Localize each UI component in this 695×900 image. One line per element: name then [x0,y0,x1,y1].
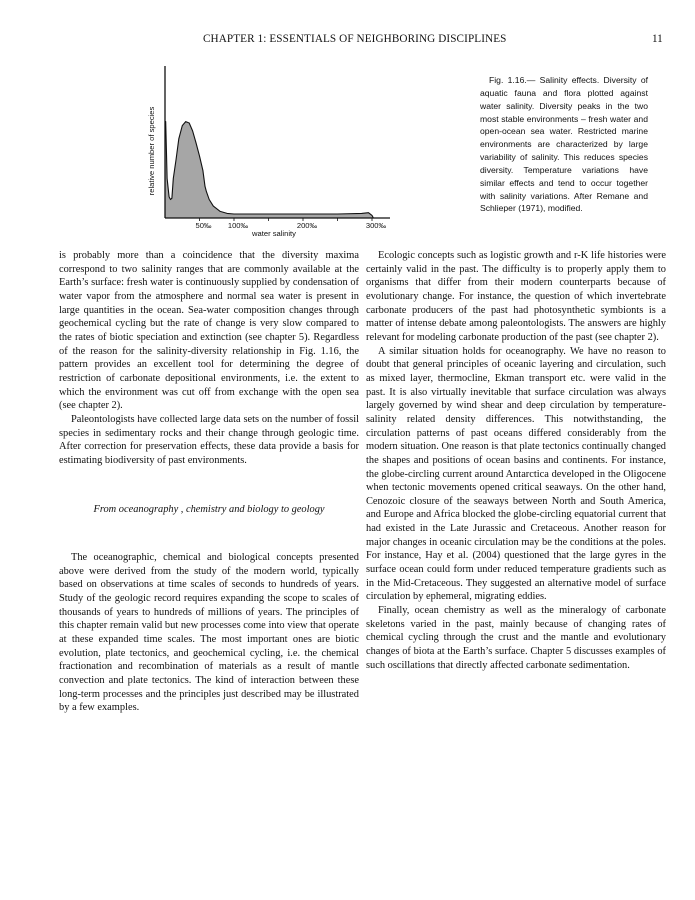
figure-caption-text: Fig. 1.16.— Salinity effects. Diversity of aquatic fauna and flora plotted against water salinity. Diversity peaks in the two most stable environments – fresh water and open-ocean sea water. Restricted marine environments are characterized by large variability of salinity. This reduces species diversity. Temperature variations have similar effects and tend to occur together with salinity variations. After Remane and Schlieper (1971), modified. [480,75,648,214]
x-tick-label: 200‰ [296,221,318,230]
paragraph: Ecologic concepts such as logistic growth and r-K life histories were certainly valid in the past. The difficulty is to properly apply them to organisms that differ from their modern counterparts because of evolutionary change. For instance, the question of which invertebrate carbonate producers of the past had photosynthetic symbionts is a matter of intense debate among paleontologists. The answers are highly relevant for modeling carbonate production of the past (see chapter 2). [366,250,666,343]
figure-caption [480,74,648,215]
paragraph: is probably more than a coincidence that the diversity maxima correspond to two salinity ranges that are commonly available at the Earth’s surface: fresh water is continuously supplied by condensation of water vapor from the atmosphere and normal sea water is present in large quantities in the ocean. Sea-water composition changes through geochemical cycling but the rate of change is very slow compared to the rates of biotic speciation and extinction (see chapter 5). Regardless of the reason for the salinity-diversity relationship in Fig. 1.16, the pattern provides an excellent tool for determining the degree of restriction of carbonate depositional environments, i.e. the extent to which the environment was cut off from exchange with the open sea (see chapter 2). [59,250,359,412]
salinity-diversity-chart [140,66,400,242]
x-tick-label: 300‰ [365,221,387,230]
left-column [59,249,359,715]
paragraph: The oceanographic, chemical and biological concepts presented above were derived from the study of the modern world, typically based on observations at time scales of seconds to hundreds of years. Study of the geologic record requires expanding the scope to scales of thousands of years to hundreds of millions of years. The principles of this chapter remain valid but new processes come into view that operate at these expanded time scales. The most important ones are biotic evolution, plate tectonics, and geochemical cycling, i.e. the chemical fractionation and recombination of materials as a result of mantle convection and plate tectonics. The kind of interaction between these long-term processes and the principles just described may be illustrated by a few examples. [59,552,359,714]
x-axis-label: water salinity [252,229,296,238]
running-head [0,33,695,49]
x-tick-label: 50‰ [195,221,212,230]
x-tick-label: 100‰ [227,221,249,230]
right-column [366,249,666,672]
paragraph: A similar situation holds for oceanography. We have no reason to doubt that general principles of oceanic layering and circulation, such as mixed layer, thermocline, Ekman transport etc. were valid in the past. It is also virtually inevitable that surface circulation was always largely governed by wind shear and deep circulation by temperature-salinity related density differences. This notwithstanding, the circulation patterns of past oceans differed considerably from the modern situation. One reason is that plate tectonics continually changed the shapes and positions of ocean basins and continents. For instance, the globe-circling current around Antarctica developed in the Oligocene when tectonic movements opened critical seaways. On the other hand, Cenozoic closure of the seaways between North and South America, and Europe and Africa blocked the globe-circling equatorial current that had existed in the Late Jurassic and Cretaceous. Another reason for major changes in oceanic circulation may be the conditions at the poles. For instance, Hay et al. (2004) questioned that the large gyres in the surface ocean could form under reduced temperature gradients such as in the Mid-Cretaceous. They suggested an alternative model of surface circulation by ephemeral, migrating eddies. [366,345,666,603]
series-area-fill [165,122,373,218]
page-number: 11 [652,33,663,45]
figure-salinity-diversity [140,66,400,242]
section-heading: From oceanography , chemistry and biology to geology [93,503,325,515]
plot-area [165,66,390,230]
chapter-title: CHAPTER 1: ESSENTIALS OF NEIGHBORING DISCIPLINES [203,33,507,45]
paragraph: Finally, ocean chemistry as well as the mineralogy of carbonate skeletons varied in the past, mainly because of changing rates of chemical cycling through the crust and the mantle and evolutionary changes of biota at the Earth’s surface. Chapter 5 discusses examples of such oscillations that directly affected carbonate sedimentation. [366,605,666,671]
paragraph: Paleontologists have collected large data sets on the number of fossil species in sedimentary rocks and their change through geologic time. After correction for preservation effects, these data provide a basis for estimating biodiversity of past environments. [59,413,359,466]
y-axis-label: relative number of species [147,106,156,196]
